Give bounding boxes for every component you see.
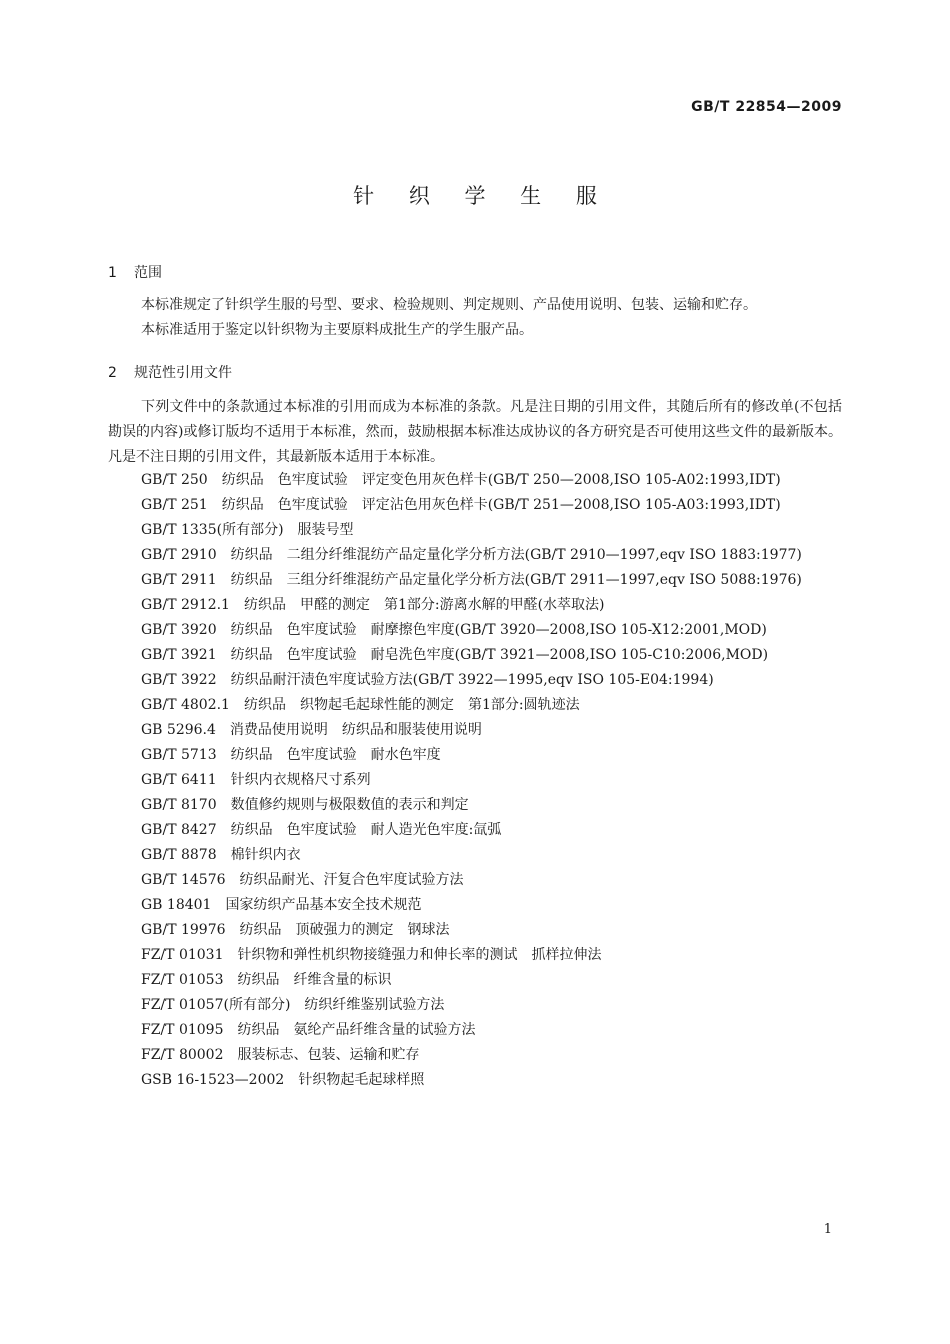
reference-item: GB/T 2912.1 纺织品 甲醛的测定 第1部分:游离水解的甲醛(水萃取法) <box>141 597 605 613</box>
reference-item: GB/T 3922 纺织品耐汗渍色牢度试验方法(GB/T 3922—1995,eqv ISO 105-E04:1994) <box>141 672 714 688</box>
reference-item: FZ/T 80002 服装标志、包装、运输和贮存 <box>141 1047 420 1063</box>
document-title: 针 织 学 生 服 <box>353 184 611 208</box>
reference-item: GB/T 4802.1 纺织品 织物起毛起球性能的测定 第1部分:圆轨迹法 <box>141 697 580 713</box>
page-number: 1 <box>823 1222 832 1237</box>
reference-item: FZ/T 01053 纺织品 纤维含量的标识 <box>141 972 392 988</box>
reference-item: FZ/T 01095 纺织品 氨纶产品纤维含量的试验方法 <box>141 1022 476 1038</box>
reference-item: GB 5296.4 消费品使用说明 纺织品和服装使用说明 <box>141 722 482 738</box>
reference-item: GB/T 5713 纺织品 色牢度试验 耐水色牢度 <box>141 747 441 763</box>
reference-item: GB/T 3921 纺织品 色牢度试验 耐皂洗色牢度(GB/T 3921—2008,ISO 105-C10:2006,MOD) <box>141 647 769 663</box>
section-2-body <box>108 395 842 470</box>
section-1-para-1: 本标准规定了针织学生服的号型、要求、检验规则、判定规则、产品使用说明、包装、运输和贮存。 <box>141 297 757 313</box>
reference-item: GB/T 8427 纺织品 色牢度试验 耐人造光色牢度:氙弧 <box>141 822 502 838</box>
reference-item: GB/T 19976 纺织品 顶破强力的测定 钢球法 <box>141 922 450 938</box>
reference-item: GB/T 1335(所有部分) 服装号型 <box>141 522 354 538</box>
reference-item: GSB 16-1523—2002 针织物起毛起球样照 <box>141 1072 425 1088</box>
reference-item: GB/T 2910 纺织品 二组分纤维混纺产品定量化学分析方法(GB/T 2910—1997,eqv ISO 1883:1977) <box>141 547 802 563</box>
reference-item: GB 18401 国家纺织产品基本安全技术规范 <box>141 897 422 913</box>
section-1-para-2: 本标准适用于鉴定以针织物为主要原料成批生产的学生服产品。 <box>141 322 533 338</box>
reference-item: GB/T 6411 针织内衣规格尺寸系列 <box>141 772 371 788</box>
section-1-body <box>108 293 842 343</box>
reference-item: GB/T 250 纺织品 色牢度试验 评定变色用灰色样卡(GB/T 250—2008,ISO 105-A02:1993,IDT) <box>141 472 781 488</box>
reference-item: GB/T 8878 棉针织内衣 <box>141 847 301 863</box>
section-2-heading <box>108 362 232 382</box>
reference-item: GB/T 2911 纺织品 三组分纤维混纺产品定量化学分析方法(GB/T 2911—1997,eqv ISO 5088:1976) <box>141 572 802 588</box>
reference-list <box>108 468 842 1093</box>
standard-number: GB/T 22854—2009 <box>691 99 842 115</box>
section-2-number: 2 <box>108 365 117 381</box>
section-1-heading <box>108 262 162 282</box>
reference-item: GB/T 8170 数值修约规则与极限数值的表示和判定 <box>141 797 469 813</box>
reference-item: GB/T 251 纺织品 色牢度试验 评定沾色用灰色样卡(GB/T 251—2008,ISO 105-A03:1993,IDT) <box>141 497 781 513</box>
section-1-number: 1 <box>108 265 117 281</box>
section-1-title: 范围 <box>134 265 162 281</box>
reference-item: GB/T 3920 纺织品 色牢度试验 耐摩擦色牢度(GB/T 3920—2008,ISO 105-X12:2001,MOD) <box>141 622 767 638</box>
reference-item: FZ/T 01057(所有部分) 纺织纤维鉴别试验方法 <box>141 997 445 1013</box>
reference-item: GB/T 14576 纺织品耐光、汗复合色牢度试验方法 <box>141 872 464 888</box>
reference-item: FZ/T 01031 针织物和弹性机织物接缝强力和伸长率的测试 抓样拉伸法 <box>141 947 602 963</box>
section-2-intro: 下列文件中的条款通过本标准的引用而成为本标准的条款。凡是注日期的引用文件，其随后所有的修改单(不包括勘误的内容)或修订版均不适用于本标准，然而，鼓励根据本标准达成协议的各方研究是否可使用这些文件的最新版本。凡是不注日期的引用文件，其最新版本适用于本标准。 <box>108 399 842 465</box>
section-2-title: 规范性引用文件 <box>134 365 232 381</box>
